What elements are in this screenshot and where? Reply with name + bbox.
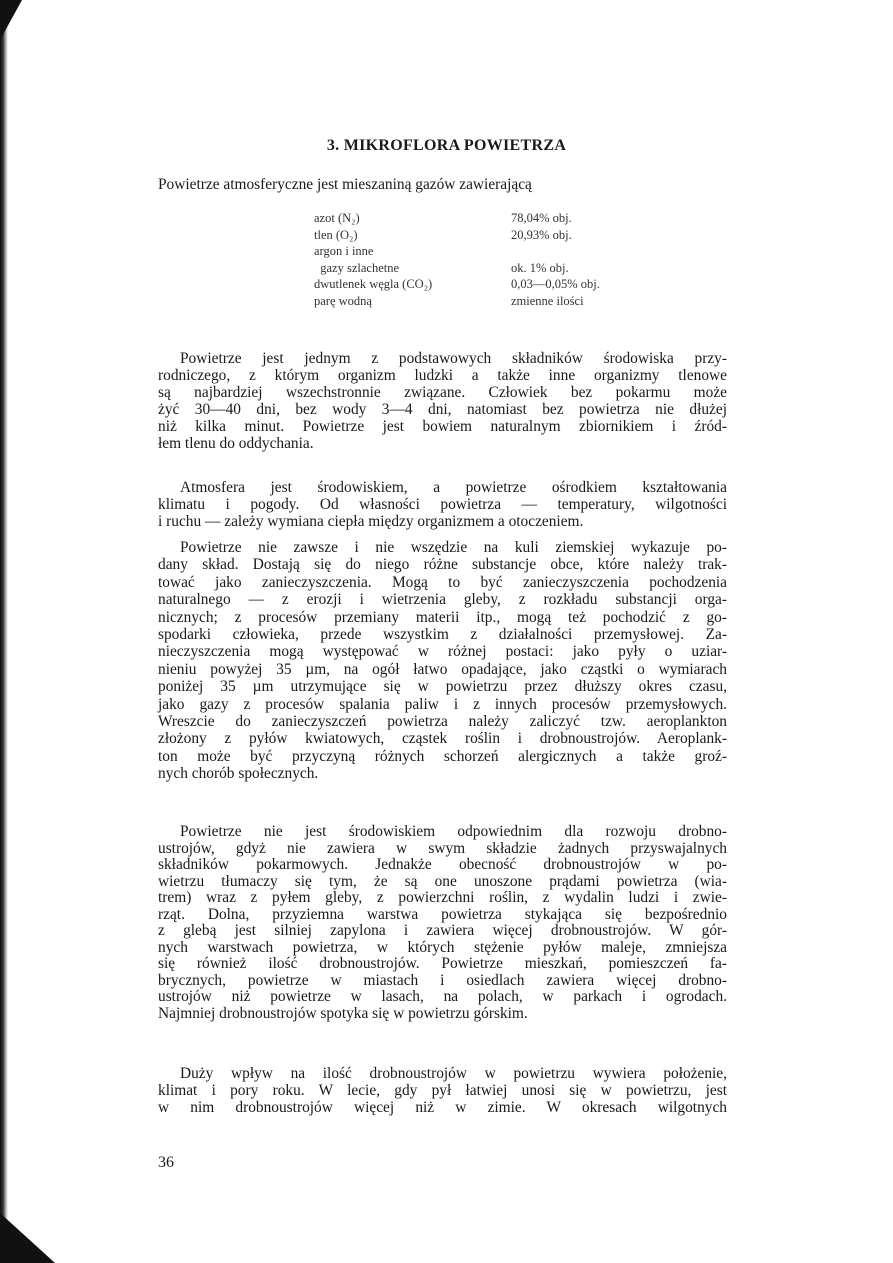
scan-corner-top [0, 0, 22, 40]
gas-row [314, 293, 600, 310]
scan-corner-bottom [0, 1213, 55, 1263]
text-line: rodniczego, z którym organizm ludzki a także inne organizmy tlenowe [158, 367, 727, 384]
gas-value: 20,93% obj. [511, 227, 572, 242]
gas-value: 78,04% obj. [511, 211, 572, 225]
text-line: niż kilka minut. Powietrze jest bowiem naturalnym zbiornikiem i źród- [158, 418, 727, 435]
text-line: nicznych; z procesów przemiany materii itp., mogą też pochodzić z go- [158, 608, 727, 626]
gas-name: parę wodną [314, 293, 372, 308]
paragraph [158, 479, 727, 530]
text-line: Atmosfera jest środowiskiem, a powietrze ośrodkiem kształtowania [180, 479, 727, 496]
gas-row [314, 210, 600, 227]
gas-name: dwutlenek węgla (CO₂) [314, 277, 433, 292]
text-line: nych warstwach powietrza, w których stężenie pyłów maleje, zmniejsza [158, 938, 727, 956]
gas-value: ok. 1% obj. [511, 260, 569, 275]
text-line: żyć 30—40 dni, bez wody 3—4 dni, natomiast bez powietrza nie dłużej [158, 401, 727, 418]
text-line: rząt. Dolna, przyziemna warstwa powietrza stykająca się bezpośrednio [158, 905, 727, 923]
text-line: nych chorób społecznych. [158, 765, 319, 783]
gas-composition-table [314, 210, 600, 310]
gas-name: tlen (O₂) [314, 227, 358, 242]
text-line: z glebą jest silniej zapylona i zawiera więcej drobnoustrojów. W gór- [158, 922, 727, 939]
text-line: trem) wraz z pyłem gleby, z powierzchni roślin, z wydalin ludzi i zwie- [158, 889, 727, 906]
gas-name: azot (N₂) [314, 211, 360, 225]
gas-name: gazy szlachetne [314, 260, 400, 275]
text-line: tować jako zanieczyszczenia. Mogą to być zanieczyszczenia pochodzenia [158, 573, 727, 591]
text-line: jako gazy z procesów spalania paliw i z innych procesów przemysłowych. [158, 695, 727, 713]
gas-row [314, 227, 600, 244]
text-line: złożony z pyłów kwiatowych, cząstek roślin i drobnoustrojów. Aeroplank- [158, 730, 727, 748]
text-line: ton może być przyczyną różnych schorzeń alergicznych a także groź- [158, 747, 727, 765]
paragraph [158, 824, 727, 1022]
text-line: spodarki człowieka, przede wszystkim z działalności przemysłowej. Za- [158, 625, 727, 643]
text-line: nieniu powyżej 35 µm, na ogół łatwo opadające, jako cząstki o wymiarach [158, 660, 727, 678]
text-line: Duży wpływ na ilość drobnoustrojów w powietrzu wywiera położenie, [180, 1065, 727, 1082]
paragraph [158, 350, 727, 452]
text-line: Powietrze nie jest środowiskiem odpowiednim dla rozwoju drobno- [180, 823, 727, 840]
text-line: się również ilość drobnoustrojów. Powietrze mieszkań, pomieszczeń fa- [158, 955, 727, 972]
text-line: Powietrze jest jednym z podstawowych składników środowiska przy- [180, 350, 727, 367]
intro-sentence: Powietrze atmosferyczne jest mieszaniną gazów zawierającą [158, 176, 532, 193]
text-line: Wreszcie do zanieczyszczeń powietrza należy zaliczyć tzw. aeroplankton [158, 712, 727, 730]
text-line: klimatu i pogody. Od własności powietrza — temperatury, wilgotności [158, 496, 727, 513]
text-line: dany skład. Dostają się do niego różne substancje obce, które należy trak- [158, 556, 727, 574]
text-line: naturalnego — z erozji i wietrzenia gleby, z rozkładu substancji orga- [158, 591, 727, 609]
text-line: poniżej 35 µm utrzymujące się w powietrzu przez dłuższy okres czasu, [158, 678, 727, 696]
text-line: są najbardziej wszechstronnie związane. Człowiek bez pokarmu może [158, 384, 727, 401]
text-line: nieczyszczenia mogą występować w różnej postaci: jako pyły o uziar- [158, 643, 727, 661]
paragraph [158, 539, 727, 782]
text-line: ustrojów niż powietrze w lasach, na polach, w parkach i ogrodach. [158, 988, 727, 1005]
gas-row [314, 243, 600, 260]
text-line: i ruchu — zależy wymiana ciepła między organizmem a otoczeniem. [158, 513, 584, 530]
gas-value: 0,03—0,05% obj. [511, 277, 600, 292]
text-line: wietrzu tłumaczy się tym, że są one unoszone prądami powietrza (wia- [158, 872, 727, 890]
gas-name: argon i inne [314, 244, 374, 259]
text-line: brycznych, powietrze w miastach i osiedlach zawiera więcej drobno- [158, 971, 727, 989]
gas-row [314, 260, 600, 277]
section-heading: 3. MIKROFLORA POWIETRZA [326, 137, 567, 154]
page-number: 36 [158, 1154, 174, 1171]
text-line: Powietrze nie zawsze i nie wszędzie na kuli ziemskiej wykazuje po- [180, 539, 727, 556]
text-line: klimat i pory roku. W lecie, gdy pył łatwiej unosi się w powietrzu, jest [158, 1082, 727, 1099]
text-line: w nim drobnoustrojów więcej niż w zimie. W okresach wilgotnych [158, 1099, 727, 1116]
gas-row [314, 276, 600, 293]
gas-value: zmienne ilości [511, 293, 584, 308]
scan-edge-shadow [0, 0, 8, 1263]
text-line: Najmniej drobnoustrojów spotyka się w powietrzu górskim. [158, 1004, 528, 1022]
text-line: łem tlenu do oddychania. [158, 435, 314, 452]
paragraph [158, 1065, 727, 1116]
text-line: ustrojów, gdyż nie zawiera w swym składzie żadnych przyswajalnych [158, 839, 727, 857]
text-line: składników pokarmowych. Jednakże obecność drobnoustrojów w po- [158, 856, 727, 873]
